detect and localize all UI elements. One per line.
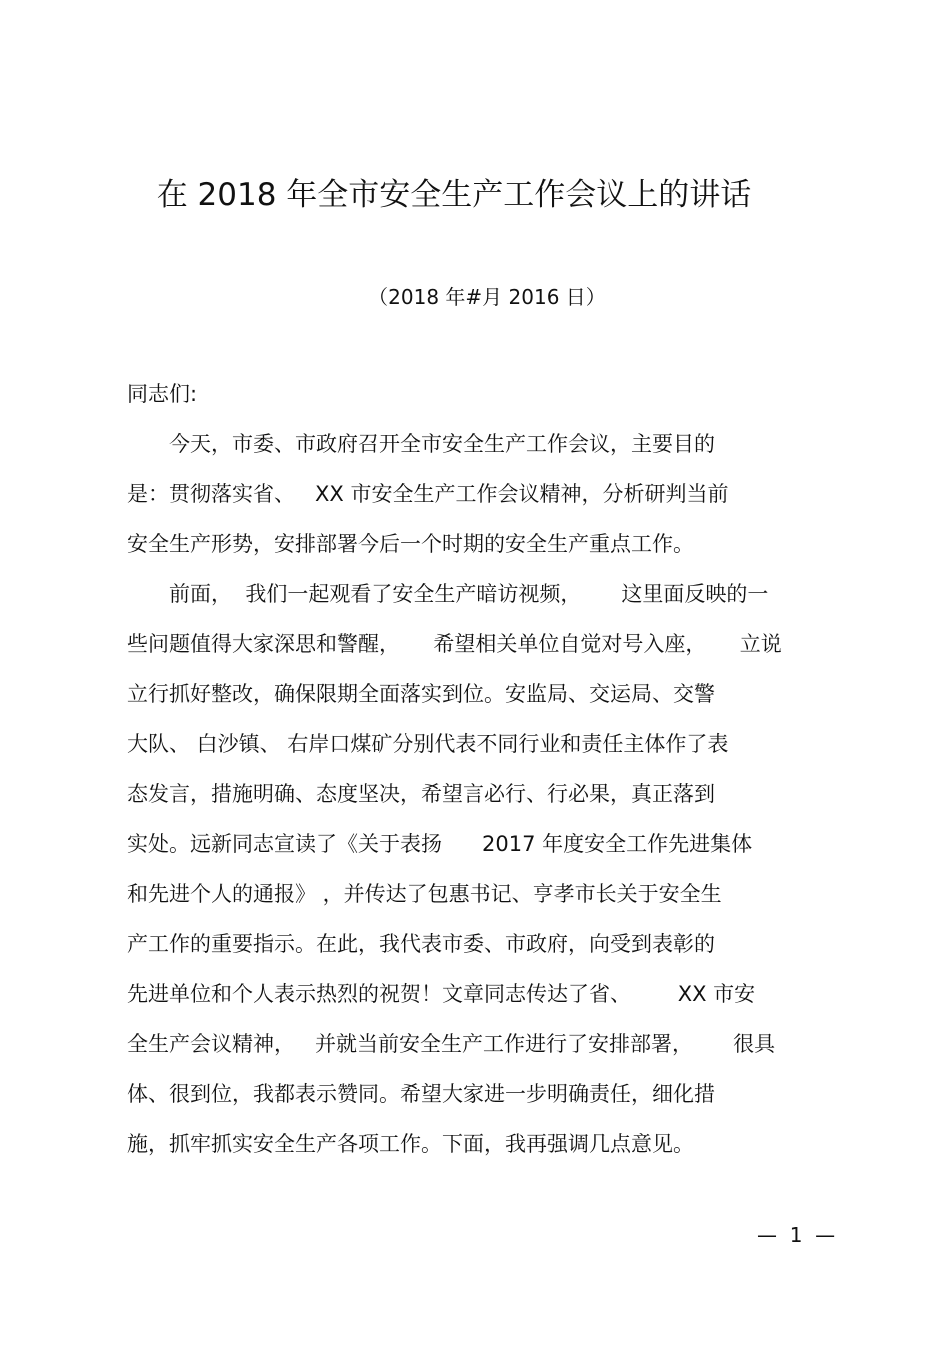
body-line: 安全生产形势，安排部署今后一个时期的安全生产重点工作。 [127,532,694,556]
body-line: 先进单位和个人表示热烈的祝贺！文章同志传达了省、 XX 市安 [127,982,756,1006]
salutation: 同志们: [127,382,198,406]
body-line: 产工作的重要指示。在此，我代表市委、市政府，向受到表彰的 [127,932,715,956]
document-date: （2018 年#月 2016 日） [368,285,606,309]
body-line: 施，抓牢抓实安全生产各项工作。下面，我再强调几点意见。 [127,1132,694,1156]
body-line: 大队、 白沙镇、 右岸口煤矿分别代表不同行业和责任主体作了表 [127,732,729,756]
body-line: 今天，市委、市政府召开全市安全生产工作会议，主要目的 [127,432,715,456]
body-line: 些问题值得大家深思和警醒， 希望相关单位自觉对号入座， 立说 [127,632,782,656]
page-number: — 1 — [757,1223,836,1247]
body-line: 是：贯彻落实省、 XX 市安全生产工作会议精神，分析研判当前 [127,482,729,506]
body-line: 态发言，措施明确、态度坚决，希望言必行、行必果，真正落到 [127,782,715,806]
body-line: 前面， 我们一起观看了安全生产暗访视频， 这里面反映的一 [127,582,769,606]
body-line: 实处。远新同志宣读了《关于表扬 2017 年度安全工作先进集体 [127,832,753,856]
body-line: 体、很到位，我都表示赞同。希望大家进一步明确责任，细化措 [127,1082,715,1106]
body-line: 全生产会议精神， 并就当前安全生产工作进行了安排部署， 很具 [127,1032,776,1056]
body-line: 立行抓好整改，确保限期全面落实到位。安监局、交运局、交警 [127,682,715,706]
body-line: 和先进个人的通报》 ，并传达了包惠书记、亨孝市长关于安全生 [127,882,722,906]
document-title: 在 2018 年全市安全生产工作会议上的讲话 [156,177,752,213]
